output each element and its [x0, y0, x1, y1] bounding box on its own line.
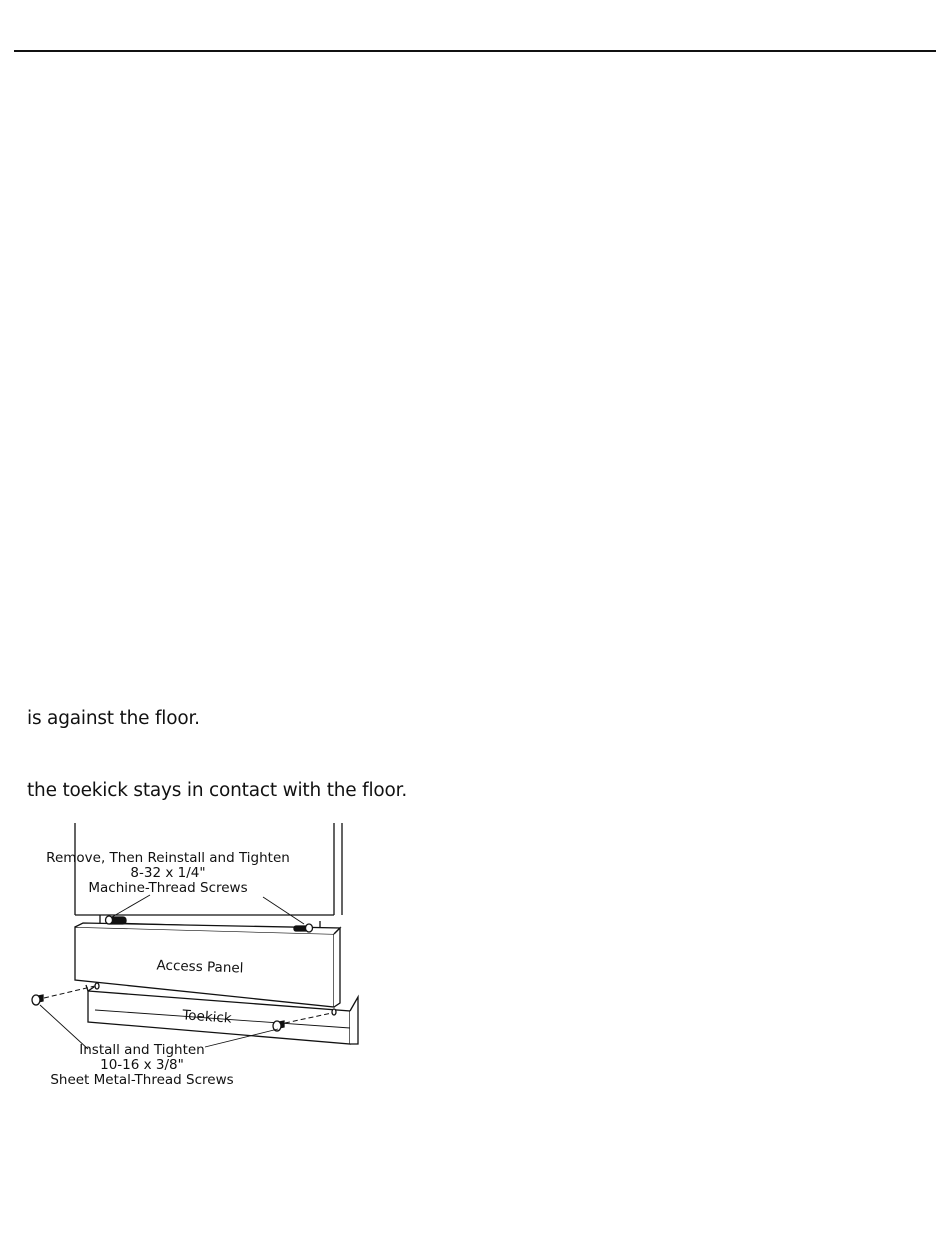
machine-screw-left-icon [106, 916, 127, 924]
screw-label-top-line1: Remove, Then Reinstall and Tighten [46, 850, 290, 866]
screw-label-bottom-line3: Sheet Metal-Thread Screws [50, 1072, 234, 1088]
leader-line [263, 897, 304, 924]
toekick-installation-figure [20, 815, 365, 1100]
toekick-label: Toekick [181, 1007, 233, 1027]
header-rule [14, 50, 936, 52]
instruction-text-2: the toekick stays in contact with the floor. [27, 780, 408, 801]
access-panel-label: Access Panel [156, 957, 244, 977]
screw-label-bottom-line2: 10-16 x 3/8" [100, 1057, 184, 1073]
cabinet-outline [75, 823, 342, 915]
screw-label-top-line3: Machine-Thread Screws [88, 880, 248, 896]
machine-screw-right-icon [294, 924, 313, 932]
leader-line [112, 895, 150, 917]
instruction-text-1: is against the floor. [27, 708, 200, 729]
sheet-metal-screw-left-icon [32, 995, 43, 1005]
screw-label-bottom-line1: Install and Tighten [79, 1042, 205, 1058]
screw-label-top-line2: 8-32 x 1/4" [130, 865, 206, 881]
